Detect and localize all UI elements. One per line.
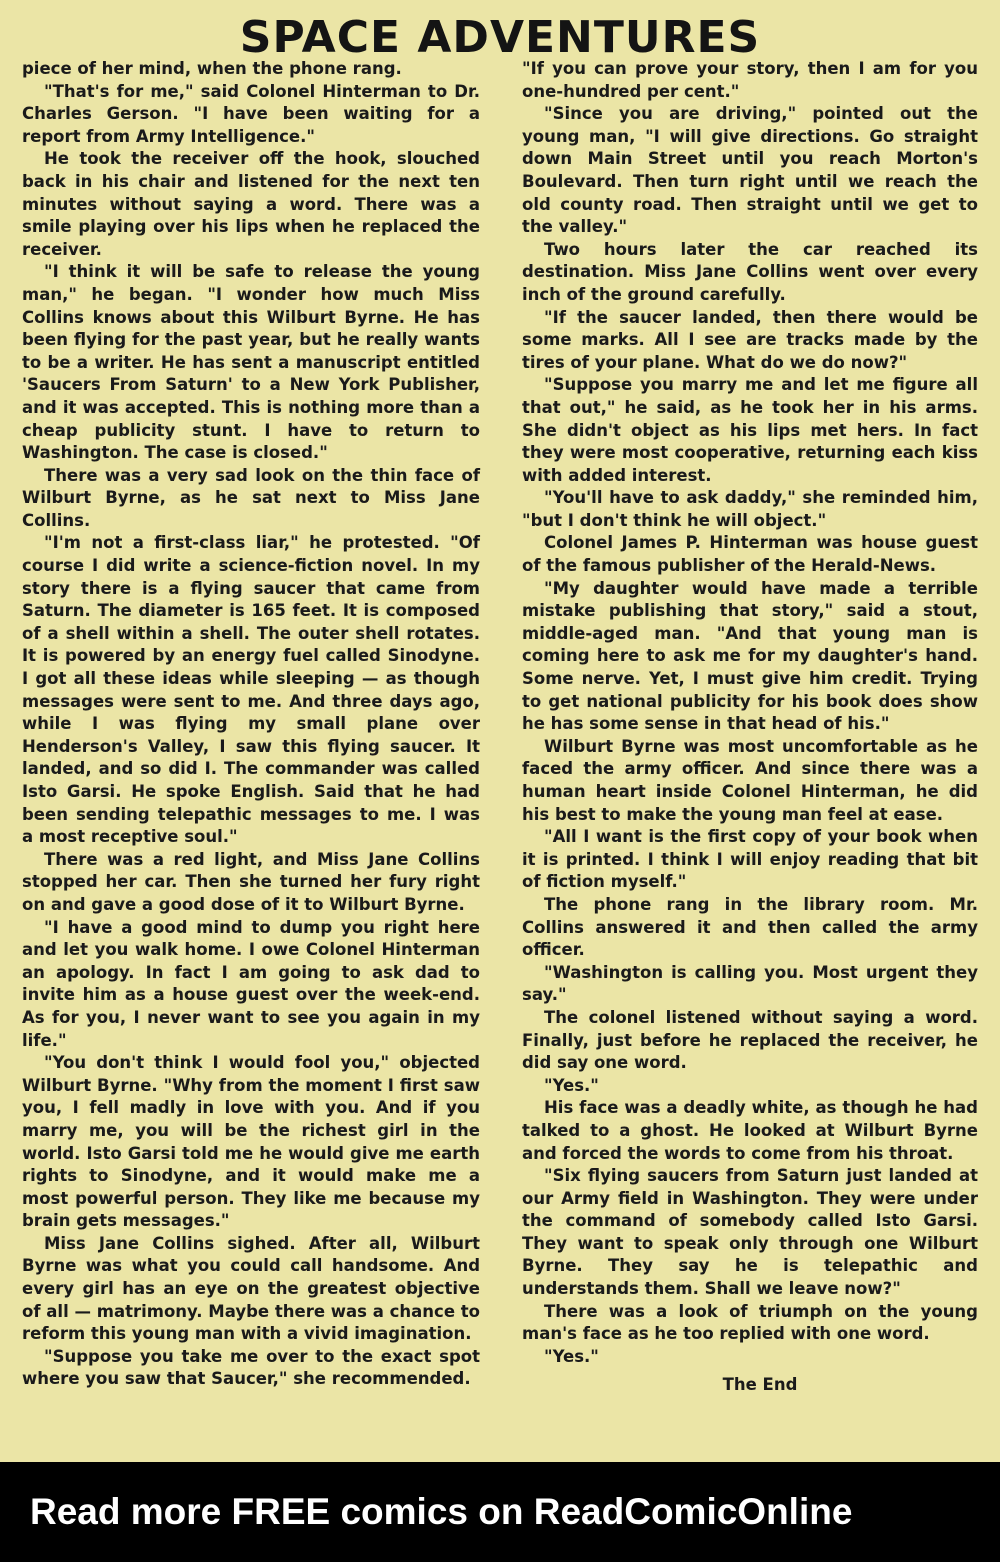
paragraph: "Yes." (544, 1075, 599, 1095)
paragraph: "I think it will be safe to release the young man," he began. "I wonder how much Miss Collins knows about this Wilburt Byrne. He has been flying for the past year, but he really wants to be a writer. He has sent a manuscript entitled 'Saucers From Saturn' to a New York Publisher, and it was accepted. This is nothing more than a cheap publicity stunt. I have to return to Washington. The case is closed." (22, 262, 480, 463)
paragraph: "Yes." (544, 1346, 599, 1366)
paragraph: "Six flying saucers from Saturn just landed at our Army field in Washington. They were under the command of somebody called Isto Garsi. They want to speak only through one Wilburt Byrne. They say he is telepathic and understands them. Shall we leave now?" (522, 1166, 978, 1299)
paragraph: Wilburt Byrne was most uncomfortable as he faced the army officer. And since there was a human heart inside Colonel Hinterman, he did his best to make the young man feel at ease. (522, 736, 978, 824)
paragraph: "Suppose you take me over to the exact spot where you saw that Saucer," she recommended. (22, 1346, 480, 1389)
paragraph: Colonel James P. Hinterman was house guest of the famous publisher of the Herald-News. (522, 533, 978, 576)
paragraph: "If you can prove your story, then I am for you one-hundred per cent." (522, 59, 978, 101)
paragraph: The phone rang in the library room. Mr. Collins answered it and then called the army officer. (522, 894, 978, 960)
promo-banner[interactable]: Read more FREE comics on ReadComicOnline (0, 1462, 1000, 1562)
paragraph: piece of her mind, when the phone rang. (22, 59, 402, 78)
paragraph: There was a look of triumph on the young man's face as he too replied with one word. (522, 1301, 978, 1344)
paragraph: "Washington is calling you. Most urgent they say." (522, 962, 978, 1005)
the-end-label: The End (722, 1375, 798, 1395)
paragraph: He took the receiver off the hook, slouched back in his chair and listened for the next ten minutes without saying a word. There was a smile playing over his lips when he replaced the receiver. (22, 149, 480, 259)
paragraph: Two hours later the car reached its destination. Miss Jane Collins went over every inch of the ground carefully. (522, 239, 978, 304)
paragraph: "I have a good mind to dump you right here and let you walk home. I owe Colonel Hinterman an apology. In fact I am going to ask dad to invite him as a house guest over the week-end. As for you, I never want to see you again in my life." (22, 917, 480, 1050)
paragraph: There was a red light, and Miss Jane Collins stopped her car. Then she turned her fury right on and gave a good dose of it to Wilburt Byrne. (22, 849, 480, 914)
paragraph: There was a very sad look on the thin face of Wilburt Byrne, as he sat next to Miss Jane Collins. (22, 465, 480, 530)
paragraph: "Suppose you marry me and let me figure all that out," he said, as he took her in his arms. She didn't object as his lips met hers. In fact they were most cooperative, returning each kiss with added interest. (522, 375, 978, 485)
right-text-column (522, 58, 978, 1397)
paragraph: "That's for me," said Colonel Hinterman to Dr. Charles Gerson. "I have been waiting for a report from Army Intelligence." (22, 81, 480, 146)
paragraph: "If the saucer landed, then there would be some marks. All I see are tracks made by the tires of your plane. What do we do now?" (522, 307, 978, 372)
paragraph: The colonel listened without saying a word. Finally, just before he replaced the receiver, he did say one word. (522, 1007, 978, 1073)
page-title: SPACE ADVENTURES (239, 12, 761, 63)
paragraph: Miss Jane Collins sighed. After all, Wilburt Byrne was what you could call handsome. And every girl has an eye on the greatest objective of all — matrimony. Maybe there was a chance to reform this young man with a vivid imagination. (22, 1233, 480, 1344)
paragraph: "All I want is the first copy of your book when it is printed. I think I will enjoy reading that bit of fiction myself." (522, 827, 978, 892)
paragraph: "I'm not a first-class liar," he protested. "Of course I did write a science-fiction novel. In my story there is a flying saucer that came from Saturn. The diameter is 165 feet. It is composed of a shell within a shell. The outer shell rotates. It is powered by an energy fuel called Sinodyne. I got all these ideas while sleeping — as though messages were sent to me. And three days ago, while I was flying my small plane over Henderson's Valley, I saw this flying saucer. It landed, and so did I. The commander was called Isto Garsi. He spoke English. Said that he had been sending telepathic messages to me. I was a most receptive soul." (22, 533, 480, 847)
paragraph: "Since you are driving," pointed out the young man, "I will give directions. Go straight down Main Street until you reach Morton's Boulevard. Then turn right until we reach the old county road. Then straight until we get to the valley." (522, 104, 978, 237)
paragraph: His face was a deadly white, as though he had talked to a ghost. He looked at Wilburt Byrne and forced the words to come from his throat. (522, 1098, 978, 1163)
paragraph: "You don't think I would fool you," objected Wilburt Byrne. "Why from the moment I first saw you, I fell madly in love with you. And if you marry me, you will be the richest girl in the world. Isto Garsi told me he would give me earth rights to Sinodyne, and it would make me a most powerful person. They like me because my brain gets messages." (22, 1053, 480, 1231)
paragraph: "You'll have to ask daddy," she reminded him, "but I don't think he will object." (522, 488, 978, 530)
paragraph: "My daughter would have made a terrible mistake publishing that story," said a stout, middle-aged man. "And that young man is coming here to ask me for my daughter's hand. Some nerve. Yet, I must give him credit. Trying to get national publicity for his book does show he has some sense in that head of his." (522, 578, 978, 734)
left-text-column (22, 58, 480, 1391)
